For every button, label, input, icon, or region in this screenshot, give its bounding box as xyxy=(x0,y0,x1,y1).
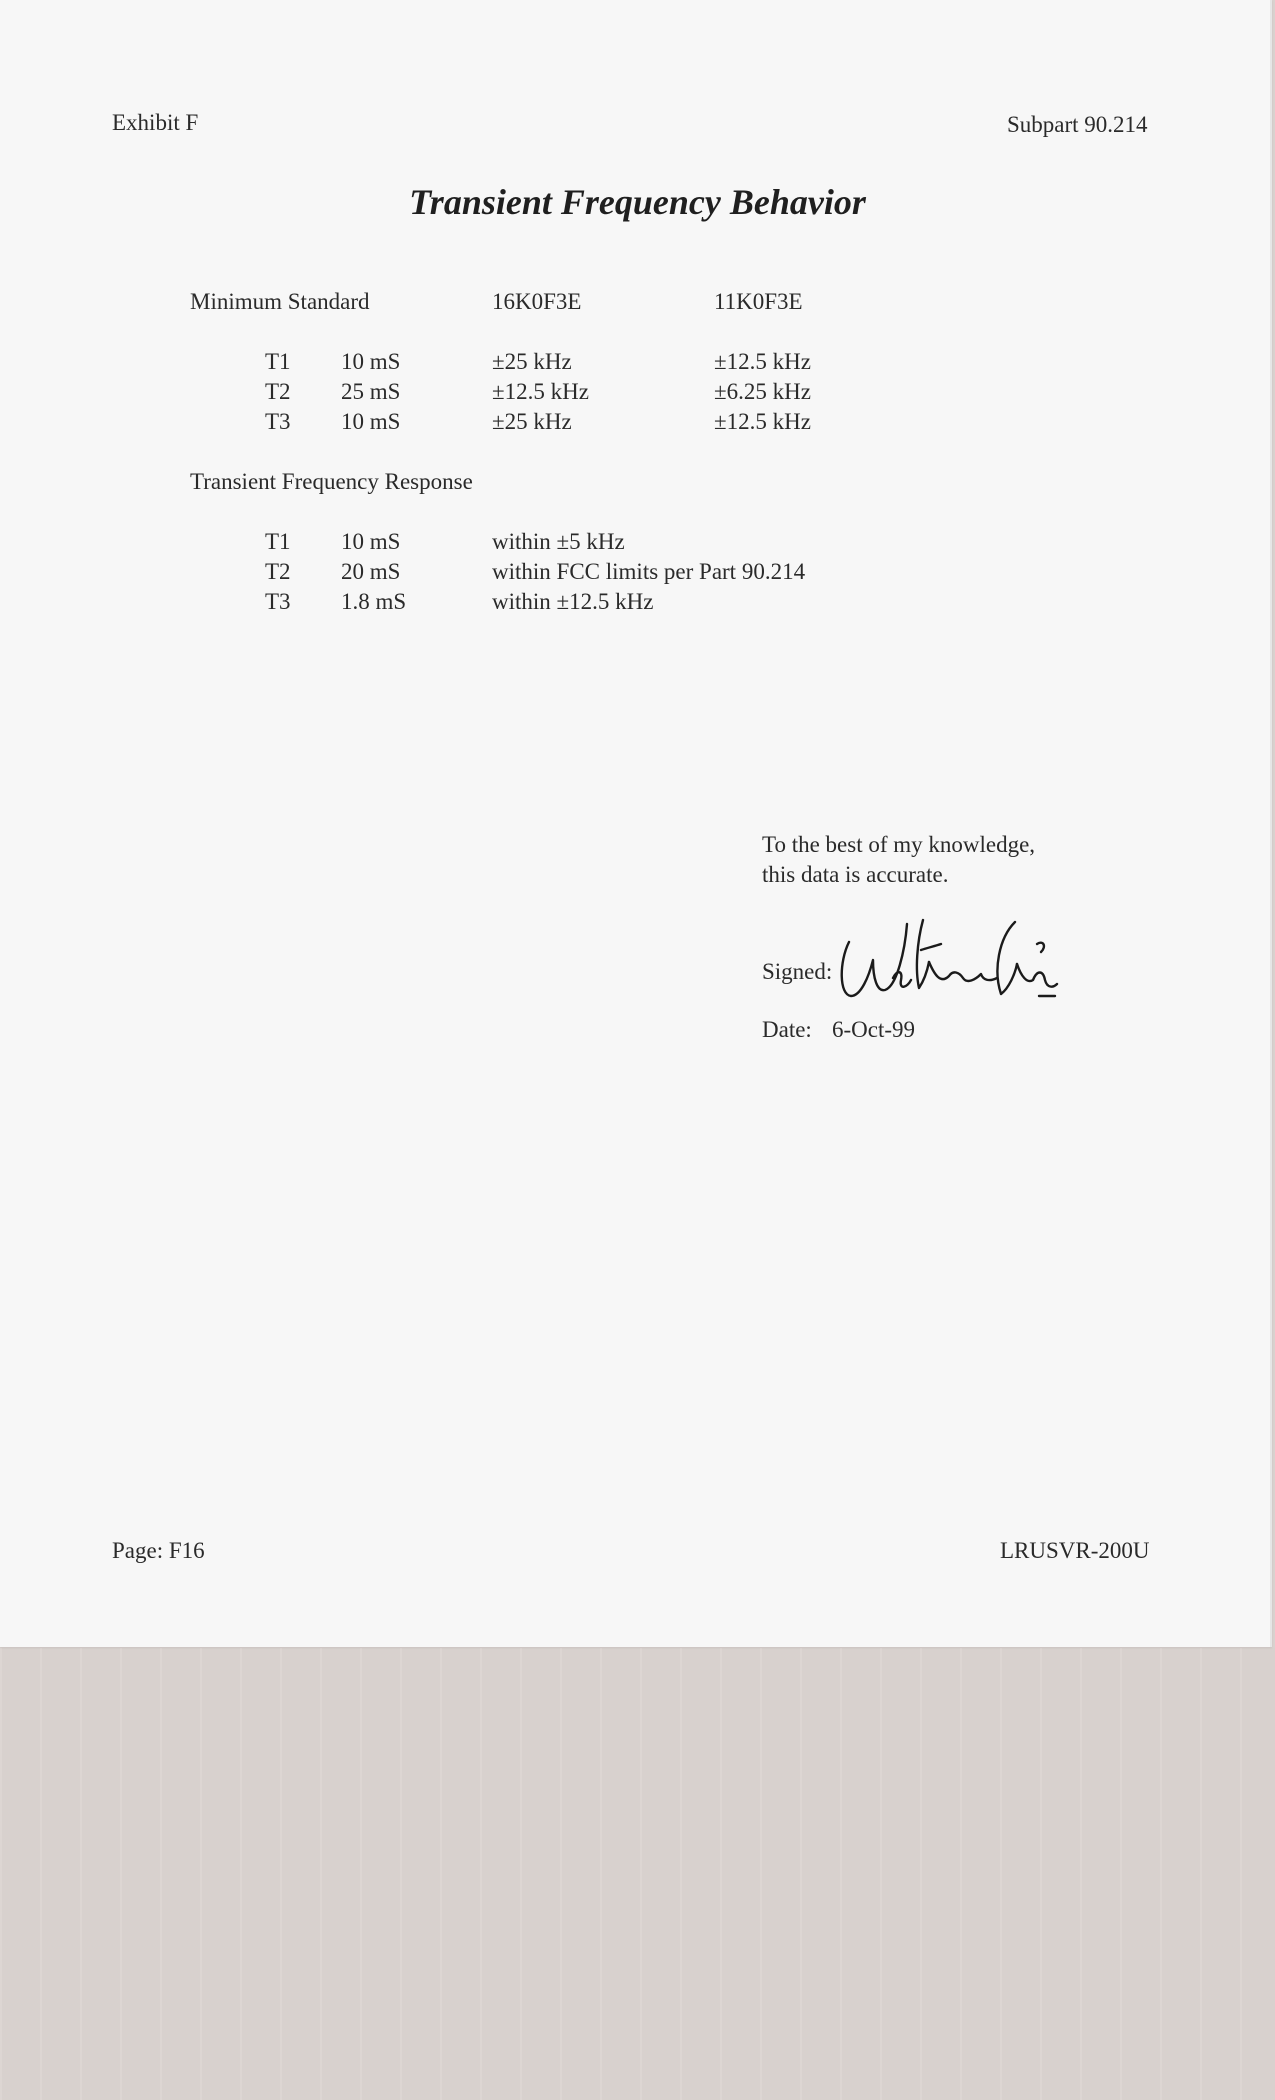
table-row-id: T2 xyxy=(265,559,291,584)
table-row-id: T2 xyxy=(265,379,291,404)
attestation-line-2: this data is accurate. xyxy=(762,862,949,887)
table-row-time: 10 mS xyxy=(341,349,401,374)
table-cell: within ±12.5 kHz xyxy=(492,589,654,614)
table-row-id: T3 xyxy=(265,589,291,614)
table-cell: within FCC limits per Part 90.214 xyxy=(492,559,806,584)
page-number: Page: F16 xyxy=(112,1538,205,1563)
table-cell: ±25 kHz xyxy=(492,409,572,434)
table-row-time: 20 mS xyxy=(341,559,401,584)
page-title: Transient Frequency Behavior xyxy=(409,182,866,222)
model-number: LRUSVR-200U xyxy=(1000,1538,1150,1563)
minimum-standard-heading: Minimum Standard xyxy=(190,289,370,314)
date-label: Date: xyxy=(762,1017,812,1042)
table-row-id: T1 xyxy=(265,349,291,374)
table-row-time: 10 mS xyxy=(341,409,401,434)
table-cell: ±6.25 kHz xyxy=(714,379,811,404)
table-row-id: T3 xyxy=(265,409,291,434)
table-row-id: T1 xyxy=(265,529,291,554)
table-cell: ±25 kHz xyxy=(492,349,572,374)
table-row-time: 25 mS xyxy=(341,379,401,404)
table-cell: ±12.5 kHz xyxy=(714,349,811,374)
table-cell: ±12.5 kHz xyxy=(492,379,589,404)
scanner-background xyxy=(0,1648,1275,2100)
table-cell: ±12.5 kHz xyxy=(714,409,811,434)
table-row-time: 10 mS xyxy=(341,529,401,554)
table-row-time: 1.8 mS xyxy=(341,589,407,614)
transient-response-heading: Transient Frequency Response xyxy=(190,469,473,494)
column-header-11k0f3e: 11K0F3E xyxy=(714,289,803,314)
signed-label: Signed: xyxy=(762,959,833,984)
date-value: 6-Oct-99 xyxy=(832,1017,916,1042)
subpart-label: Subpart 90.214 xyxy=(1007,112,1148,137)
exhibit-label: Exhibit F xyxy=(112,110,199,135)
attestation-line-1: To the best of my knowledge, xyxy=(762,832,1036,857)
table-cell: within ±5 kHz xyxy=(492,529,625,554)
handwritten-signature xyxy=(831,900,1061,1010)
column-header-16k0f3e: 16K0F3E xyxy=(492,289,582,314)
